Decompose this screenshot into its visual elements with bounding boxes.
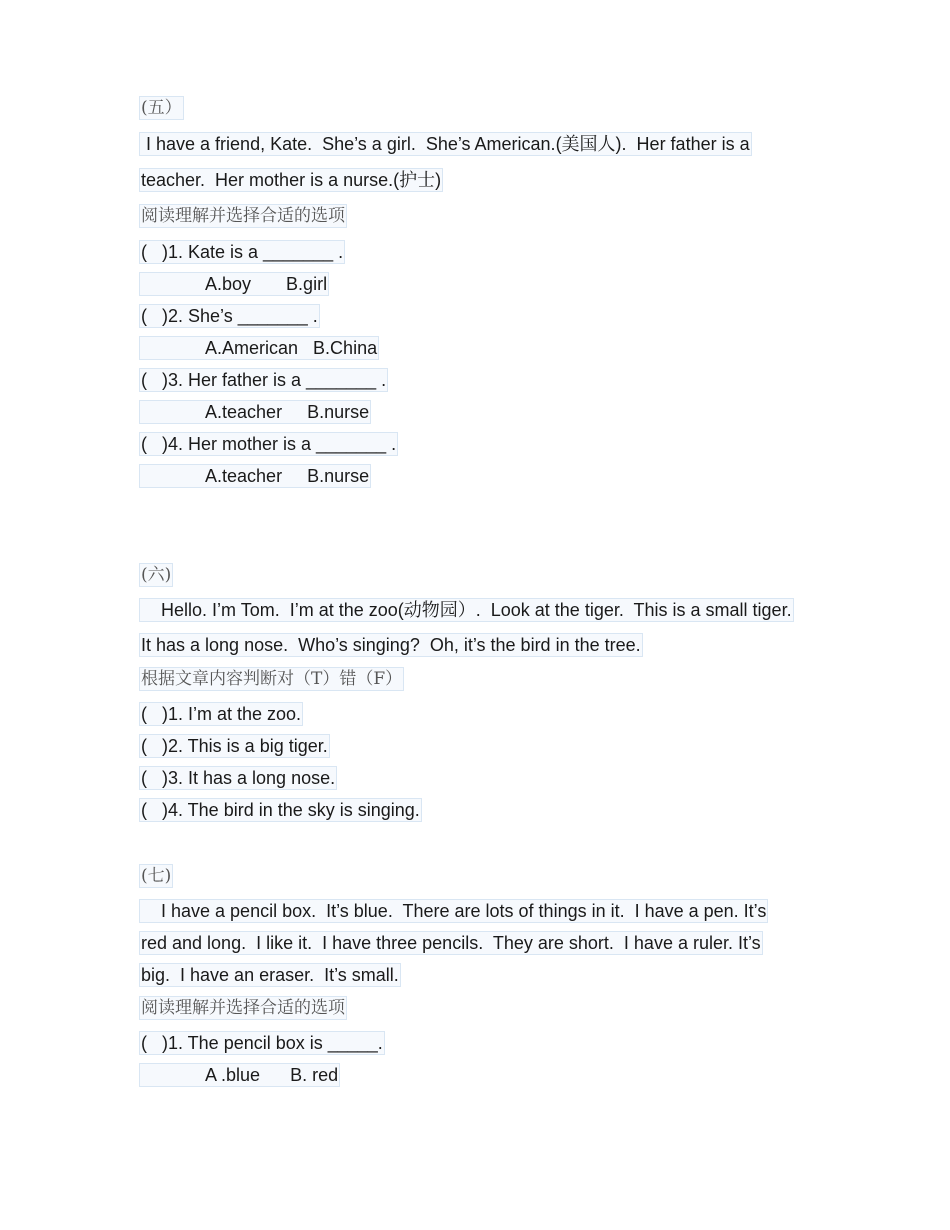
- options: A .blue B. red: [141, 1065, 339, 1085]
- passage-line: I have a pencil box. It’s blue. There are lots of things in it. I have a pen. It’s: [141, 901, 767, 921]
- passage-line: I have a friend, Kate. She’s a girl. She’s American.(美国人). Her father is a: [141, 134, 750, 154]
- statement: ( )1. I’m at the zoo.: [141, 704, 302, 724]
- question: ( )3. Her father is a _______ .: [141, 370, 387, 390]
- options: A.boy B.girl: [141, 274, 328, 294]
- options: A.teacher B.nurse: [141, 466, 370, 486]
- instruction: 根据文章内容判断对（T）错（F）: [141, 669, 403, 689]
- passage-line: red and long. I like it. I have three pencils. They are short. I have a ruler. It’s: [141, 933, 761, 953]
- options: A.American B.China: [141, 338, 378, 358]
- instruction: 阅读理解并选择合适的选项: [141, 998, 345, 1018]
- question: ( )1. The pencil box is _____.: [141, 1033, 383, 1053]
- section-heading: (五）: [141, 98, 182, 118]
- passage-line: teacher. Her mother is a nurse.(护士): [141, 170, 442, 190]
- passage-line: It has a long nose. Who’s singing? Oh, it’s the bird in the tree.: [141, 635, 641, 655]
- question: ( )4. Her mother is a _______ .: [141, 434, 397, 454]
- options: A.teacher B.nurse: [141, 402, 370, 422]
- passage-line: Hello. I’m Tom. I’m at the zoo(动物园）. Look at the tiger. This is a small tiger.: [141, 600, 792, 620]
- question: ( )2. She’s _______ .: [141, 306, 318, 326]
- statement: ( )2. This is a big tiger.: [141, 736, 328, 756]
- section-heading: (七): [141, 866, 172, 886]
- statement: ( )4. The bird in the sky is singing.: [141, 800, 420, 820]
- passage-line: big. I have an eraser. It’s small.: [141, 965, 399, 985]
- question: ( )1. Kate is a _______ .: [141, 242, 344, 262]
- instruction: 阅读理解并选择合适的选项: [141, 206, 345, 226]
- statement: ( )3. It has a long nose.: [141, 768, 336, 788]
- section-heading: (六): [141, 565, 172, 585]
